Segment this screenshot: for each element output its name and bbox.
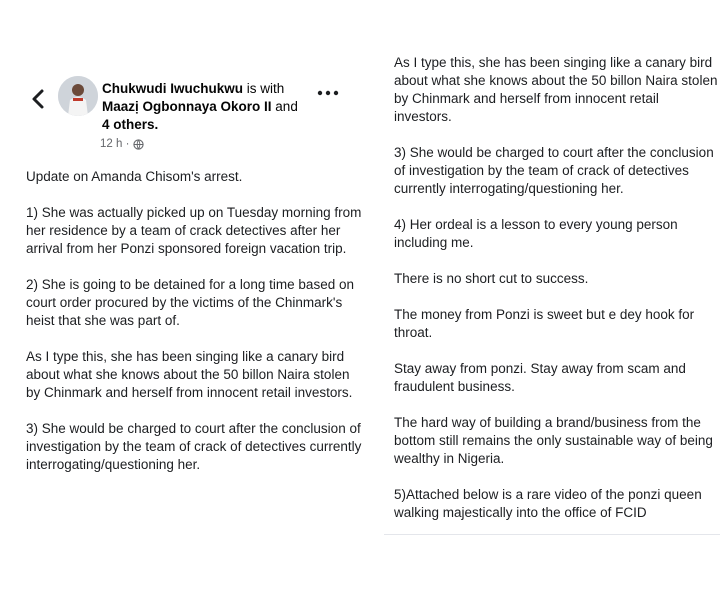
ellipsis-icon[interactable] (316, 88, 340, 98)
chevron-left-icon[interactable] (30, 88, 48, 110)
paragraph: The money from Ponzi is sweet but e dey hook for throat. (394, 307, 695, 340)
left-post-panel (14, 66, 364, 536)
others-link[interactable]: 4 others. (102, 117, 159, 132)
avatar-image (58, 76, 98, 116)
paragraph: 4) Her ordeal is a lesson to every young person including me. (394, 217, 678, 250)
and-text: and (275, 99, 298, 114)
paragraph: 2) She is going to be detained for a long time based on court order procured by the victims of the Chinmark's heist that she was part of. (26, 277, 354, 328)
right-post-panel (384, 44, 720, 535)
paragraph: As I type this, she has been singing like a canary bird about what she knows about the 50 billon Naira stolen by Chinmark and herself from innocent retail investors. (26, 349, 353, 400)
author-line (102, 80, 312, 134)
paragraph: 3) She would be charged to court after the conclusion of investigation by the team of crack of detectives currently interrogating/questioning her. (26, 421, 362, 472)
post-body-right (394, 54, 720, 540)
paragraph: There is no short cut to success. (394, 271, 589, 286)
paragraph: 3) She would be charged to court after the conclusion of investigation by the team of crack of detectives currently interrogating/questioning her. (394, 145, 714, 196)
avatar[interactable] (58, 76, 98, 116)
post-header (14, 66, 364, 162)
author-name[interactable]: Chukwudi Iwuchukwu (102, 81, 243, 96)
paragraph: 5)Attached below is a rare video of the ponzi queen walking majestically into the office of FCID (394, 487, 702, 520)
paragraph: As I type this, she has been singing like a canary bird about what she knows about the 50 billon Naira stolen by Chinmark and herself from innocent retail investors. (394, 55, 718, 124)
paragraph: 1) She was actually picked up on Tuesday morning from her residence by a team of crack detectives after her arrival from her Ponzi sponsored foreign vacation trip. (26, 205, 362, 256)
post-time[interactable]: 12 h · (100, 138, 130, 150)
paragraph: Update on Amanda Chisom's arrest. (26, 169, 243, 184)
paragraph: The hard way of building a brand/business from the bottom still remains the only sustainable way of being wealthy in Nigeria. (394, 415, 713, 466)
tagged-user[interactable]: Maazị Ogbonnaya Okoro II (102, 99, 272, 114)
post-meta (100, 138, 144, 150)
post-body-left (26, 168, 362, 492)
paragraph: Stay away from ponzi. Stay away from scam and fraudulent business. (394, 361, 686, 394)
globe-icon (133, 139, 144, 150)
is-with-text: is with (246, 81, 285, 96)
